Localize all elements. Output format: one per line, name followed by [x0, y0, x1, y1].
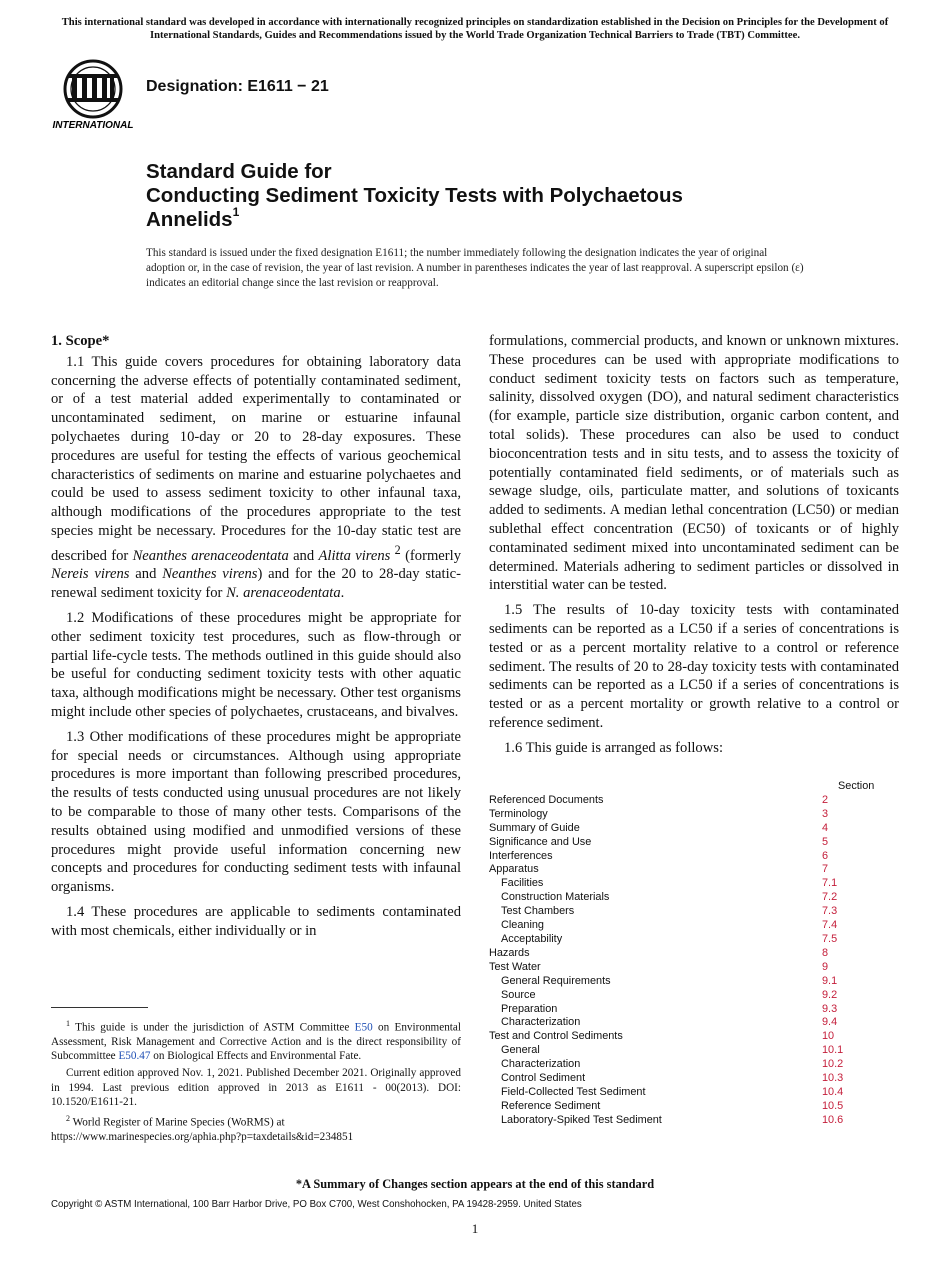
toc-section-link[interactable]: 10 [822, 1030, 835, 1043]
toc-title: Summary of Guide [489, 821, 580, 834]
title-line-3 [146, 205, 846, 232]
species-name: Nereis virens [51, 566, 130, 583]
toc-section-link[interactable]: 10.1 [822, 1044, 844, 1057]
toc-row [489, 1072, 909, 1086]
logo-text: INTERNATIONAL [52, 120, 134, 131]
copyright: Copyright © ASTM International, 100 Barr Harbor Drive, PO Box C700, West Conshohocken, PA 19428-2959. United States [51, 1199, 582, 1210]
toc-section-link[interactable]: 7.4 [822, 919, 838, 932]
issuance-note: This standard is issued under the fixed designation E1611; the number immediately following the designation indicates the year of original adoption or, in the case of revision, the year of last revision. A number in parentheses indicates the year of last reapproval. A superscript epsilon (ε) indicates an editorial change since the last revision or reapproval. [146, 247, 804, 289]
page-number: 1 [471, 1221, 479, 1236]
toc-header: Section [838, 780, 875, 792]
species-name: Alitta virens [318, 547, 391, 564]
footnote-divider [51, 1007, 148, 1008]
toc-row [489, 947, 909, 961]
title-line-1: Standard Guide for [146, 160, 332, 183]
toc-row [489, 891, 909, 905]
toc-section-link[interactable]: 10.4 [822, 1085, 844, 1098]
toc-section-link[interactable]: 7.1 [822, 877, 838, 890]
toc-title: General [501, 1044, 540, 1057]
paragraph-1-4-start: 1.4 These procedures are applicable to sediments contaminated with most chemicals, either individually or in [51, 903, 461, 939]
species-name: N. arenaceodentata [226, 585, 341, 602]
toc-section-link[interactable]: 3 [822, 807, 829, 820]
toc-title: Terminology [489, 807, 548, 820]
toc-row [489, 808, 909, 822]
toc-title: Reference Sediment [501, 1099, 601, 1112]
toc-title: Preparation [501, 1002, 558, 1015]
toc-title: Significance and Use [489, 835, 592, 848]
toc-row [489, 1086, 909, 1100]
paragraph-1-4-continued: formulations, commercial products, and known or unknown mixtures. These procedures can be used with appropriate modifications to conduct sediment toxicity tests on factors such as temperature, salinity, dissolved oxygen (DO), and natural sediment characteristics (for example, particle size distribution, organic carbon content, and total solids). These procedures can also be used to conduct bioconcentration tests and in situ tests, and to assess the toxicity of potentially contaminated field sediments, or of materials such as sewage sludge, oils, particulate matter, and solutions of toxicants added to sediments. A median lethal concentration (LC50) or median sublethal effect concentration (EC50) of toxicants or of highly contaminated sediment mixed into uncontaminated sediment can be determined. Materials adhering to sediment particles or dissolved in interstitial water can be tested. [489, 333, 899, 594]
right-column [489, 332, 899, 764]
toc-section-link[interactable]: 9.3 [822, 1002, 838, 1015]
toc-row [489, 919, 909, 933]
astm-logo [52, 56, 134, 132]
toc-section-link[interactable]: 5 [822, 835, 829, 848]
toc-row [489, 850, 909, 864]
toc-section-link[interactable]: 9 [822, 960, 829, 973]
paragraph-1-1: 1.1 This guide covers procedures for obtaining laboratory data concerning the adverse effects of potentially contaminated sediment, or of a test material added experimentally to contaminated or uncontaminated sediment, on marine or estuarine infaunal polychaetes during 10-day or 20 to 28-day exposures. These procedures are useful for testing the effects of various geochemical characteristics of sediments on marine and estuarine polychaetes and could be used to assess sediment toxicity to other infaunal taxa, although modifications of the procedures appropriate to the test species might be necessary. Procedures for the 10-day static test are described for Neanthes arenaceodentata and Alitta virens $^2$ (formerly Nereis virens and Neanthes virens) and for the 20 to 28-day static-renewal sediment toxicity for N. arenaceodentata. [51, 353, 461, 602]
astm-logo-icon [52, 56, 134, 132]
paragraph-1-2: 1.2 Modifications of these procedures might be appropriate for other sediment toxicity test procedures, such as flow-through or partial life-cycle tests. The methods outlined in this guide should also be useful for conducting sediment toxicity tests with other aquatic taxa, although modifications might be necessary. Other test organisms might include other species of polychaetes, crustaceans, and bivalves. [51, 610, 461, 720]
toc-section-link[interactable]: 9.4 [822, 1016, 838, 1029]
toc-title: Control Sediment [501, 1072, 586, 1085]
footnotes [51, 1017, 461, 1147]
toc-title: Characterization [501, 1016, 581, 1029]
title-footnote-ref: 1 [232, 205, 240, 220]
toc-title: Laboratory-Spiked Test Sediment [501, 1113, 662, 1126]
toc-title: Hazards [489, 946, 530, 959]
toc-section-link[interactable]: 2 [822, 793, 829, 806]
toc-section-link[interactable]: 7.5 [822, 932, 838, 945]
toc-section-link[interactable]: 9.1 [822, 974, 838, 987]
toc-title: Cleaning [501, 919, 544, 932]
toc-title: Facilities [501, 877, 544, 890]
toc-row [489, 836, 909, 850]
toc-title: Referenced Documents [489, 793, 604, 806]
left-column [51, 332, 461, 941]
toc-title: General Requirements [501, 974, 611, 987]
toc-row [489, 1003, 909, 1017]
toc-section-link[interactable]: 10.3 [822, 1072, 844, 1085]
toc-row [489, 1044, 909, 1058]
toc-row [489, 822, 909, 836]
toc-section-link[interactable]: 7.3 [822, 905, 838, 918]
paragraph-1-6: 1.6 This guide is arranged as follows: [504, 739, 724, 756]
toc-title: Acceptability [501, 932, 563, 945]
toc-section-link[interactable]: 10.2 [822, 1058, 844, 1071]
toc-row [489, 1016, 909, 1030]
toc-title: Test and Control Sediments [489, 1030, 623, 1043]
footnote-ref-2: 2 [394, 542, 401, 557]
committee-link[interactable]: E50 [354, 1021, 373, 1034]
toc-row [489, 863, 909, 877]
toc-row [489, 1100, 909, 1114]
toc-section-link[interactable]: 9.2 [822, 988, 838, 1001]
paragraph-1-5: 1.5 The results of 10-day toxicity tests with contaminated sediments can be reported as a LC50 if a series of concentrations is tested or as a percent mortality relative to a control or reference sediment. The results of 20 to 28-day toxicity tests with contaminated sediments can be reported as a LC50 if a series of concentrations is tested or as a percent mortality or growth relative to a control or reference sediment. [489, 602, 899, 731]
toc-section-link[interactable]: 6 [822, 849, 829, 862]
toc-section-link[interactable]: 7 [822, 863, 829, 876]
paragraph-1-3: 1.3 Other modifications of these procedures might be appropriate for special needs or circumstances. Although using appropriate procedures is more important than following prescribed procedures, the results of tests conducted using unusual procedures are not likely to be comparable to those of many other tests. Comparisons of the results obtained using modified and unmodified versions of these procedures might provide useful information concerning new concepts and procedures for conducting sediment tests with infaunal organisms. [51, 728, 461, 896]
toc-row [489, 1114, 909, 1128]
toc-title: Field-Collected Test Sediment [501, 1085, 646, 1098]
toc-section-link[interactable]: 8 [822, 946, 829, 959]
toc-row [489, 975, 909, 989]
toc-row [489, 877, 909, 891]
toc-title: Test Chambers [501, 905, 575, 918]
summary-of-changes-note: *A Summary of Changes section appears at the end of this standard [295, 1177, 655, 1191]
title-line-3-text: Annelids [146, 208, 233, 231]
toc-title: Test Water [489, 960, 541, 973]
footnote-1-edition: Current edition approved Nov. 1, 2021. Published December 2021. Originally approved in 1994. Last previous edition approved in 2013 as E1611 - 00(2013). DOI: 10.1520/E1611-21. [51, 1067, 461, 1108]
toc-row [489, 961, 909, 975]
toc-section-link[interactable]: 7.2 [822, 891, 838, 904]
subcommittee-link[interactable]: E50.47 [118, 1050, 151, 1063]
designation: Designation: E1611 − 21 [146, 78, 329, 95]
species-name: Neanthes virens [162, 566, 258, 583]
title-line-2: Conducting Sediment Toxicity Tests with Polychaetous [146, 184, 683, 207]
toc-title: Characterization [501, 1058, 581, 1071]
toc-section-link[interactable]: 10.6 [822, 1113, 844, 1126]
table-of-contents [489, 780, 909, 1128]
toc-row [489, 905, 909, 919]
toc-title: Source [501, 988, 536, 1001]
toc-section-link[interactable]: 10.5 [822, 1099, 844, 1112]
toc-title: Interferences [489, 849, 553, 862]
toc-row [489, 794, 909, 808]
toc-section-link[interactable]: 4 [822, 821, 829, 834]
toc-row [489, 933, 909, 947]
toc-title: Construction Materials [501, 891, 610, 904]
species-name: Neanthes arenaceodentata [132, 547, 289, 564]
toc-row [489, 989, 909, 1003]
page-title [146, 160, 846, 232]
toc-row [489, 1058, 909, 1072]
footnote-2: $^2$ World Register of Marine Species (WoRMS) at https://www.marinespecies.org/aphia.php?p=taxdetails&id=234851 [51, 1113, 354, 1143]
footnote-1: $^1$ This guide is under the jurisdiction of ASTM Committee E50 on Environmental Assessment, Risk Management and Corrective Action and is the direct responsibility of Subcommittee E50.47 on Biological Effects and Environmental Fate. [51, 1019, 461, 1063]
toc-row [489, 1030, 909, 1044]
section-heading-scope: 1. Scope* [51, 333, 110, 349]
toc-rows [489, 794, 909, 1128]
top-notice: This international standard was developed in accordance with internationally recognized principles on standardization established in the Decision on Principles for the Development of International Standards, Guides and Recommendations issued by the World Trade Organization Technical Barriers to Trade (TBT) Committee. [61, 17, 889, 41]
toc-title: Apparatus [489, 863, 539, 876]
